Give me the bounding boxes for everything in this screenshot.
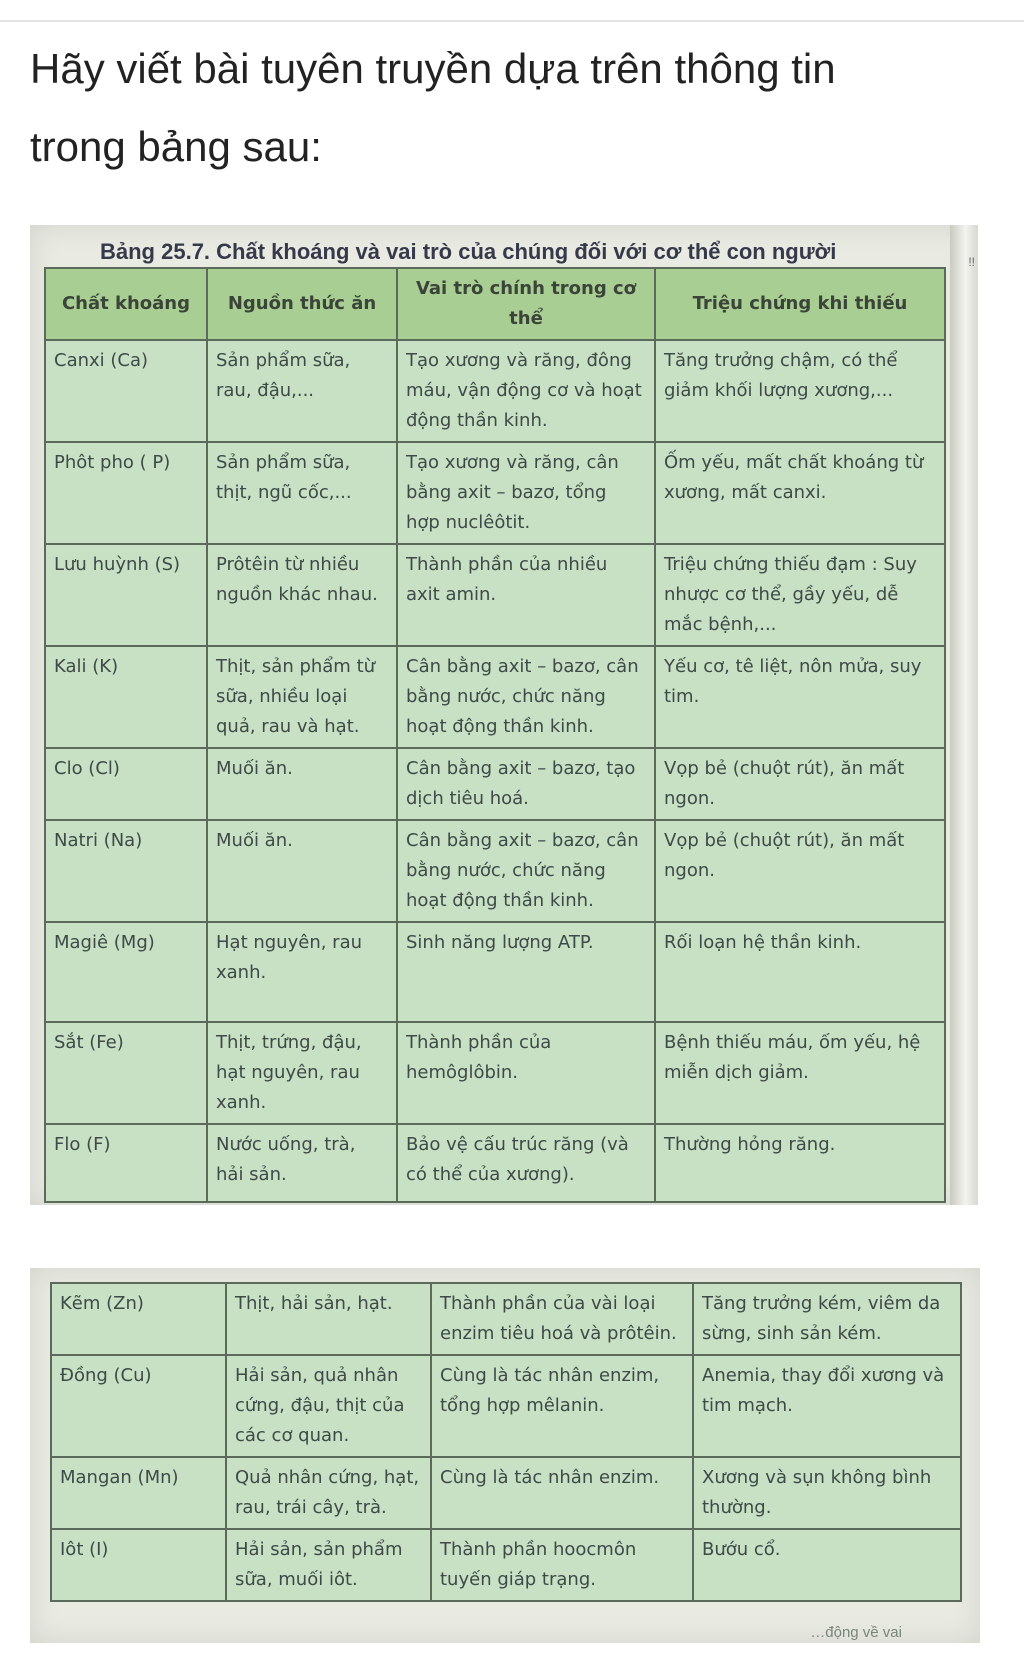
cell-symptom: Vọp bẻ (chuột rút), ăn mất ngon. <box>655 748 945 820</box>
table-row <box>45 820 945 922</box>
table-row <box>45 442 945 544</box>
margin-mark: !! <box>968 255 975 269</box>
cell-role: Thành phần hoocmôn tuyến giáp trạng. <box>431 1529 693 1601</box>
cell-role: Tạo xương và răng, cân bằng axit – bazơ, tổng hợp nuclêôtit. <box>397 442 655 544</box>
table-row <box>51 1457 961 1529</box>
cell-role: Cùng là tác nhân enzim, tổng hợp mêlanin. <box>431 1355 693 1457</box>
cell-source: Sản phẩm sữa, rau, đậu,... <box>207 340 397 442</box>
question-text <box>30 30 970 186</box>
cell-mineral: Flo (F) <box>45 1124 207 1202</box>
cell-source: Hải sản, quả nhân cứng, đậu, thịt của các cơ quan. <box>226 1355 431 1457</box>
table-row <box>51 1355 961 1457</box>
cell-source: Muối ăn. <box>207 820 397 922</box>
header-symptom: Triệu chứng khi thiếu <box>655 268 945 340</box>
cell-mineral: Iôt (I) <box>51 1529 226 1601</box>
cell-source: Thịt, sản phẩm từ sữa, nhiều loại quả, rau và hạt. <box>207 646 397 748</box>
cell-role: Cùng là tác nhân enzim. <box>431 1457 693 1529</box>
cell-symptom: Rối loạn hệ thần kinh. <box>655 922 945 1022</box>
table-row <box>45 340 945 442</box>
table-photo-2[interactable] <box>30 1268 980 1643</box>
cell-mineral: Đồng (Cu) <box>51 1355 226 1457</box>
cell-source: Hải sản, sản phẩm sữa, muối iôt. <box>226 1529 431 1601</box>
table-row <box>51 1529 961 1601</box>
cell-symptom: Thường hỏng răng. <box>655 1124 945 1202</box>
cell-symptom: Tăng trưởng chậm, có thể giảm khối lượng xương,... <box>655 340 945 442</box>
table-photo-1[interactable] <box>30 225 978 1205</box>
cell-symptom: Anemia, thay đổi xương và tim mạch. <box>693 1355 961 1457</box>
cell-symptom: Bướu cổ. <box>693 1529 961 1601</box>
cell-source: Sản phẩm sữa, thịt, ngũ cốc,... <box>207 442 397 544</box>
cell-symptom: Bệnh thiếu máu, ốm yếu, hệ miễn dịch giảm. <box>655 1022 945 1124</box>
table-row <box>45 1124 945 1202</box>
cell-source: Thịt, hải sản, hạt. <box>226 1283 431 1355</box>
cell-source: Nước uống, trà, hải sản. <box>207 1124 397 1202</box>
cell-role: Cân bằng axit – bazơ, cân bằng nước, chức năng hoạt động thần kinh. <box>397 646 655 748</box>
cell-role: Cân bằng axit – bazơ, tạo dịch tiêu hoá. <box>397 748 655 820</box>
table-row <box>45 544 945 646</box>
header-source: Nguồn thức ăn <box>207 268 397 340</box>
table-caption: Bảng 25.7. Chất khoáng và vai trò của chúng đối với cơ thể con người <box>100 239 837 264</box>
cell-role: Thành phần của hemôglôbin. <box>397 1022 655 1124</box>
cell-role: Thành phần của nhiều axit amin. <box>397 544 655 646</box>
cell-mineral: Lưu huỳnh (S) <box>45 544 207 646</box>
cell-source: Muối ăn. <box>207 748 397 820</box>
header-role: Vai trò chính trong cơ thể <box>397 268 655 340</box>
cell-mineral: Clo (Cl) <box>45 748 207 820</box>
cell-mineral: Mangan (Mn) <box>51 1457 226 1529</box>
page-edge <box>950 225 978 1205</box>
cell-mineral: Magiê (Mg) <box>45 922 207 1022</box>
minerals-table-continued <box>50 1282 962 1602</box>
table-row <box>45 646 945 748</box>
header-mineral: Chất khoáng <box>45 268 207 340</box>
cell-mineral: Canxi (Ca) <box>45 340 207 442</box>
cell-role: Tạo xương và răng, đông máu, vận động cơ và hoạt động thần kinh. <box>397 340 655 442</box>
table-row <box>45 748 945 820</box>
cell-source: Thịt, trứng, đậu, hạt nguyên, rau xanh. <box>207 1022 397 1124</box>
cell-mineral: Phôt pho ( P) <box>45 442 207 544</box>
table-header-row <box>45 268 945 340</box>
cell-source: Hạt nguyên, rau xanh. <box>207 922 397 1022</box>
cell-source: Prôtêin từ nhiều nguồn khác nhau. <box>207 544 397 646</box>
question-line-1: Hãy viết bài tuyên truyền dựa trên thông tin <box>30 45 836 92</box>
cell-symptom: Ốm yếu, mất chất khoáng từ xương, mất canxi. <box>655 442 945 544</box>
cell-symptom: Vọp bẻ (chuột rút), ăn mất ngon. <box>655 820 945 922</box>
table-row <box>45 922 945 1022</box>
cell-role: Bảo vệ cấu trúc răng (và có thể của xương). <box>397 1124 655 1202</box>
cell-symptom: Yếu cơ, tê liệt, nôn mửa, suy tim. <box>655 646 945 748</box>
cell-role: Thành phần của vài loại enzim tiêu hoá và prôtêin. <box>431 1283 693 1355</box>
top-divider <box>0 20 1024 22</box>
cell-source: Quả nhân cứng, hạt, rau, trái cây, trà. <box>226 1457 431 1529</box>
cell-mineral: Kali (K) <box>45 646 207 748</box>
cell-mineral: Sắt (Fe) <box>45 1022 207 1124</box>
cell-mineral: Natri (Na) <box>45 820 207 922</box>
cell-symptom: Triệu chứng thiếu đạm : Suy nhược cơ thể, gầy yếu, dễ mắc bệnh,... <box>655 544 945 646</box>
cell-role: Cân bằng axit – bazơ, cân bằng nước, chức năng hoạt động thần kinh. <box>397 820 655 922</box>
cell-mineral: Kẽm (Zn) <box>51 1283 226 1355</box>
table-row <box>51 1283 961 1355</box>
cutoff-text: …động về vai <box>810 1624 902 1641</box>
table-row <box>45 1022 945 1124</box>
cell-role: Sinh năng lượng ATP. <box>397 922 655 1022</box>
minerals-table <box>44 267 946 1203</box>
question-line-2: trong bảng sau: <box>30 123 322 170</box>
cell-symptom: Xương và sụn không bình thường. <box>693 1457 961 1529</box>
cell-symptom: Tăng trưởng kém, viêm da sừng, sinh sản kém. <box>693 1283 961 1355</box>
